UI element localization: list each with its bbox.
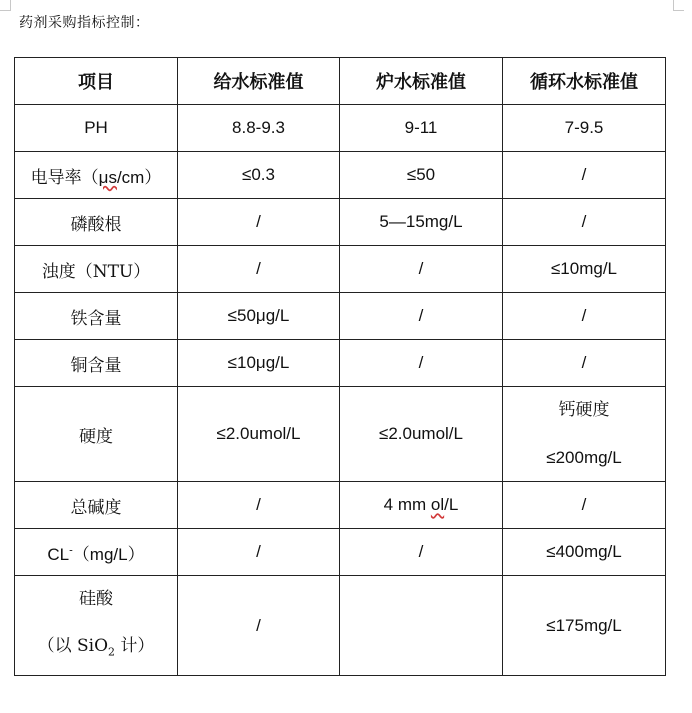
indicator-table (14, 57, 666, 676)
table-row (15, 199, 666, 246)
circulating-cell: 7-9.5 (503, 105, 666, 152)
item-text: （以 SiO (37, 636, 109, 656)
feedwater-cell: / (178, 482, 340, 529)
feedwater-cell: ≤50μg/L (178, 293, 340, 340)
table-row (15, 152, 666, 199)
table-row (15, 293, 666, 340)
circulating-cell: / (503, 340, 666, 387)
item-cell (15, 529, 178, 576)
boilerwater-cell: 5—15mg/L (340, 199, 503, 246)
boilerwater-cell: / (340, 340, 503, 387)
header-item: 项目 (15, 58, 178, 105)
feedwater-cell: 8.8-9.3 (178, 105, 340, 152)
boilerwater-cell (340, 576, 503, 676)
item-superscript: - (69, 543, 73, 556)
boilerwater-cell: / (340, 293, 503, 340)
item-cell (15, 152, 178, 199)
item-cell: PH (15, 105, 178, 152)
item-cell: 浊度（NTU） (15, 246, 178, 293)
header-boilerwater: 炉水标准值 (340, 58, 503, 105)
header-feedwater: 给水标准值 (178, 58, 340, 105)
circulating-cell (503, 387, 666, 482)
item-text: /cm） (116, 167, 162, 187)
value-text: 4 mm (383, 495, 431, 514)
item-line-1: 硅酸 (79, 589, 113, 609)
table-row (15, 529, 666, 576)
item-cell (15, 576, 178, 676)
circulating-cell: ≤175mg/L (503, 576, 666, 676)
feedwater-cell: ≤10μg/L (178, 340, 340, 387)
table-row (15, 340, 666, 387)
item-text: 计） (115, 636, 155, 656)
table-row (15, 482, 666, 529)
table-row (15, 105, 666, 152)
circulating-cell: / (503, 152, 666, 199)
table-row (15, 387, 666, 482)
table-row (15, 246, 666, 293)
table-row (15, 576, 666, 676)
feedwater-cell: / (178, 576, 340, 676)
page-corner-mark-right (673, 0, 684, 11)
item-line-2 (15, 623, 177, 675)
circulating-line-1: 钙硬度 (558, 400, 610, 420)
boilerwater-cell: ≤50 (340, 152, 503, 199)
circulating-cell: / (503, 293, 666, 340)
spellcheck-underlined-text: ol (430, 495, 445, 514)
feedwater-cell: / (178, 529, 340, 576)
circulating-cell: ≤10mg/L (503, 246, 666, 293)
feedwater-cell: / (178, 246, 340, 293)
boilerwater-cell: / (340, 246, 503, 293)
header-row (15, 58, 666, 105)
value-text: /L (444, 495, 459, 514)
item-cell: 铁含量 (15, 293, 178, 340)
item-cell: 铜含量 (15, 340, 178, 387)
boilerwater-cell: 9-11 (340, 105, 503, 152)
boilerwater-cell: ≤2.0umol/L (340, 387, 503, 482)
feedwater-cell: ≤0.3 (178, 152, 340, 199)
spellcheck-underlined-text: μs (98, 167, 117, 187)
item-text: CL (47, 544, 70, 564)
boilerwater-cell: / (340, 529, 503, 576)
circulating-cell: / (503, 482, 666, 529)
circulating-line-2: ≤200mg/L (546, 448, 622, 467)
document-title: 药剂采购指标控制： (19, 15, 150, 31)
circulating-cell: ≤400mg/L (503, 529, 666, 576)
item-text: （mg/L） (72, 544, 145, 564)
feedwater-cell: ≤2.0umol/L (178, 387, 340, 482)
boilerwater-cell (340, 482, 503, 529)
item-cell: 总碱度 (15, 482, 178, 529)
item-subscript: 2 (108, 645, 116, 659)
feedwater-cell: / (178, 199, 340, 246)
circulating-cell: / (503, 199, 666, 246)
item-cell: 磷酸根 (15, 199, 178, 246)
item-text: 电导率（ (30, 167, 99, 188)
header-circulating-water: 循环水标准值 (503, 58, 666, 105)
page-corner-mark-left (0, 0, 11, 11)
item-cell: 硬度 (15, 387, 178, 482)
